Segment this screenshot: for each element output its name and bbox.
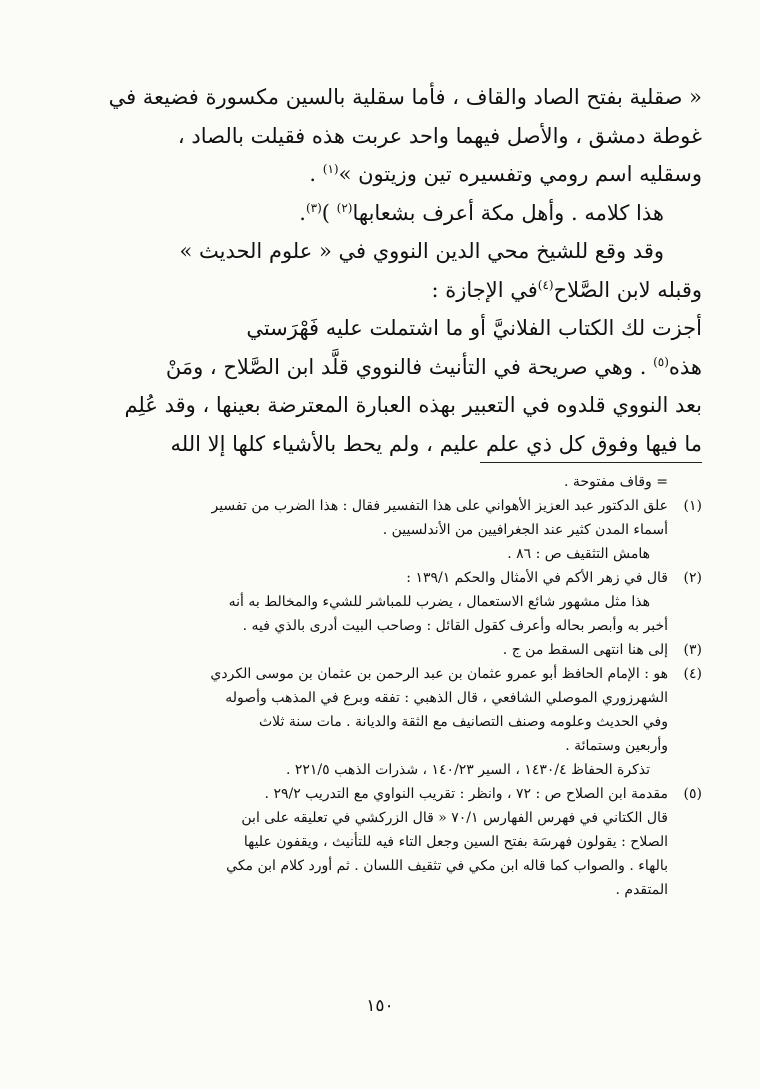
footnote-5-line-5: المتقدم . <box>615 882 668 898</box>
footnote-5-line-1: مقدمة ابن الصلاح ص : ٧٢ ، وانظر : تقريب النواوي مع التدريب ٢٩/٢ . <box>264 786 668 802</box>
footnote-1 <box>54 494 702 566</box>
main-line-5: وقد وقع للشيخ محي الدين النووي في « علوم الحديث » <box>179 239 664 263</box>
footnote-4-line-5: تذكرة الحفاظ ١٤٣٠/٤ ، السير ١٤٠/٢٣ ، شذرات الذهب ٢٢١/٥ . <box>285 762 650 778</box>
main-line-1: « صقلية بفتح الصاد والقاف ، فأما سقلية بالسين مكسورة فضيعة في <box>108 85 702 109</box>
footnote-1-line-3: هامش التثقيف ص : ٨٦ . <box>507 546 650 562</box>
main-line-6-text: وقبله لابن الصَّلاح <box>553 277 702 302</box>
main-line-10: ما فيها وفوق كل ذي علم عليم ، ولم يحط بالأشياء كلها إلا الله <box>170 431 702 456</box>
main-line-4-end: . <box>299 200 306 225</box>
main-line-2: غوطة دمشق ، والأصل فيهما واحد عربت هذه فقيلت بالصاد ، <box>177 123 702 148</box>
main-line-8-start: هذه <box>668 354 702 379</box>
main-line-8 <box>52 348 702 387</box>
footnote-4-line-4: وأربعين وستمائة . <box>565 738 668 754</box>
footnote-5-line-2: قال الكتاني في فهرس الفهارس ٧٠/١ « قال الزركشي في تعليقه على ابن <box>241 810 668 826</box>
main-line-7: أجزت لك الكتاب الفلانيَّ أو ما اشتملت عليه فَهْرَستي <box>246 316 702 340</box>
footnote-1-line-2: أسماء المدن كثير عند الجغرافيين من الأندلسيين . <box>382 522 668 538</box>
footnote-2-line-3: أخبر به وأبصر بحاله وأعرف كقول القائل : وصاحب البيت أدرى بالذي فيه . <box>242 618 668 634</box>
footnote-2-line-1: قال في زهر الأكم في الأمثال والحكم ١٣٩/١ : <box>406 570 668 586</box>
main-line-9: بعد النووي قلدوه في التعبير بهذه العبارة المعترضة بعينها ، وقد عُلِم <box>124 393 702 417</box>
main-text-body <box>52 78 702 463</box>
footnote-continuation <box>54 470 702 494</box>
footnote-ref-5[interactable]: (٥) <box>653 354 669 369</box>
main-line-3 <box>52 155 702 194</box>
footnote-3-number: (٣) <box>683 642 702 658</box>
footnote-2-number: (٢) <box>683 570 702 586</box>
footnote-5-line-4: بالهاء . والصواب كما قاله ابن مكي في تثقيف اللسان . ثم أورد كلام ابن مكي <box>226 858 668 874</box>
footnote-4-line-2: الشهرزوري الموصلي الشافعي ، قال الذهبي : تفقه وبرع في المذهب وأصوله <box>225 690 668 706</box>
main-line-6 <box>52 271 702 310</box>
footnote-5 <box>54 782 702 902</box>
footnote-cont-text: = وقاف مفتوحة . <box>564 474 668 490</box>
footnote-5-line-3: الصلاح : يقولون فهرسَة بفتح السين وجعل التاء فيه للتأنيث ، ويقفون عليها <box>243 834 668 850</box>
footnote-4-line-1: هو : الإمام الحافظ أبو عمرو عثمان بن عبد الرحمن بن عثمان بن موسى الكردي <box>210 666 668 682</box>
footnote-ref-3[interactable]: (٣) <box>305 200 322 215</box>
footnote-4 <box>54 662 702 782</box>
footnote-5-number: (٥) <box>683 786 702 802</box>
footnote-4-number: (٤) <box>683 666 702 682</box>
page-number: ١٥٠ <box>366 996 394 1016</box>
footnote-3 <box>54 638 702 662</box>
footnote-ref-1[interactable]: (١) <box>322 162 339 176</box>
footnote-ref-4[interactable]: (٤) <box>537 277 554 292</box>
footnote-1-number: (١) <box>683 498 702 514</box>
footnote-2-line-2: هذا مثل مشهور شائع الاستعمال ، يضرب للمباشر للشيء والمخالط به أنه <box>228 594 650 610</box>
main-line-3-end: . <box>309 162 323 186</box>
main-line-3-text: وسقليه اسم رومي وتفسيره تين وزيتون » <box>338 162 702 186</box>
footnote-3-line-1: إلى هنا انتهى السقط من ج . <box>502 642 668 658</box>
footnote-2 <box>54 566 702 638</box>
main-line-4-mid: ) <box>321 200 337 225</box>
main-line-4 <box>52 194 702 233</box>
main-line-8-text: . وهي صريحة في التأنيث فالنووي قلَّد ابن الصَّلاح ، ومَنْ <box>165 354 654 379</box>
footnote-1-line-1: علق الدكتور عبد العزيز الأهواني على هذا التفسير فقال : هذا الضرب من تفسير <box>211 498 668 514</box>
footnote-4-line-3: وفي الحديث وعلومه وصنف التصانيف مع الثقة والديانة . مات سنة ثلاث <box>258 714 668 730</box>
main-line-6-end: في الإجازة : <box>431 277 538 302</box>
main-line-4-text: هذا كلامه . وأهل مكة أعرف بشعابها <box>352 200 664 225</box>
footnote-ref-2[interactable]: (٢) <box>336 200 353 215</box>
footnote-separator <box>480 462 702 463</box>
footnotes-section <box>54 470 702 902</box>
